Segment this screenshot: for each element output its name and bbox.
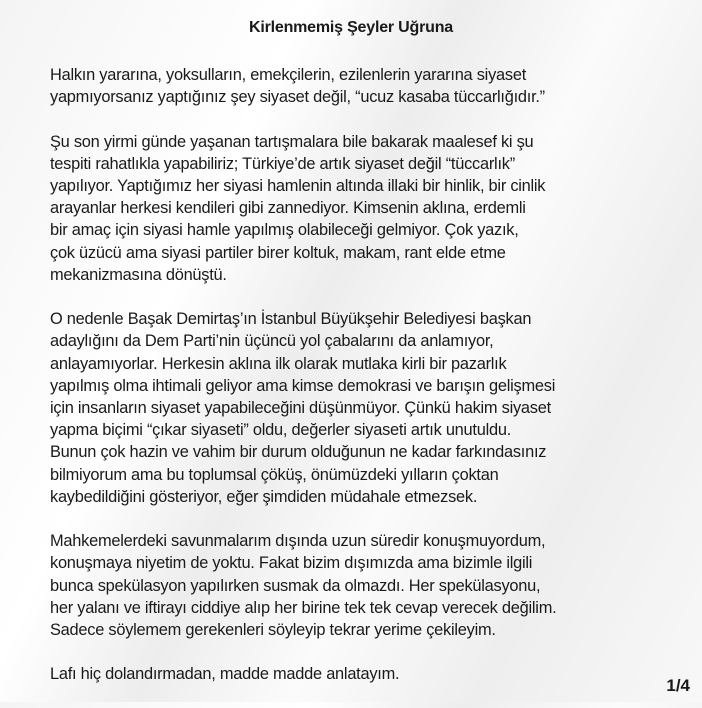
text-line: Bunun çok hazin ve vahim bir durum olduğunun ne kadar farkındasınız [50,443,547,462]
document-body [50,64,556,708]
text-line: adaylığını da Dem Parti’nin üçüncü yol çabalarını da anlamıyor, [50,332,494,351]
text-line: Mahkemelerdeki savunmalarım dışında uzun süredir konuşmuyordum, [50,532,546,551]
text-line: bunca spekülasyon yapılırken susmak da olmazdı. Her spekülasyonu, [50,576,541,595]
text-line: bilmiyorum ama bu toplumsal çöküş, önümüzdeki yılların çoktan [50,465,499,484]
paragraph [50,131,556,286]
paragraph [50,663,556,685]
paragraph [50,530,556,641]
text-line: Lafı hiç dolandırmadan, madde madde anlatayım. [50,665,400,684]
text-line: yapılıyor. Yaptığımız her siyasi hamlenin altında illaki bir hinlik, bir cinlik [50,177,546,195]
text-line: her yalanı ve iftirayı ciddiye alıp her birine tek tek cevap verecek değilim. [50,598,557,617]
text-line: için insanların siyaset yapabileceğini düşünmüyor. Çünkü hakim siyaset [50,399,551,418]
text-line: tespiti rahatlıkla yapabiliriz; Türkiye’de artık siyaset değil “tüccarlık” [50,154,515,173]
page-number: 1/4 [666,676,690,695]
text-line: Sadece söylemem gerekenleri söyleyip tekrar yerime çekileyim. [50,621,496,640]
document-title: Kirlenmemiş Şeyler Uğruna [249,19,453,36]
text-line: Halkın yararına, yoksulların, emekçilerin, ezilenlerin yararına siyaset [50,66,526,84]
text-line: yapmıyorsanız yaptığınız şey siyaset değil, “ucuz kasaba tüccarlığıdır.” [50,88,545,107]
text-line: anlayamıyorlar. Herkesin aklına ilk olarak mutlaka kirli bir pazarlık [50,354,507,373]
text-line: Şu son yirmi günde yaşanan tartışmalara bile bakarak maalesef ki şu [50,132,534,151]
text-line: çok üzücü ama siyasi partiler birer koltuk, makam, rant elde etme [50,243,506,262]
paragraph [50,308,556,508]
text-line: arayanlar herkesi kendileri gibi zannediyor. Kimsenin aklına, erdemli [50,199,526,218]
text-line: bir amaç için siyasi hamle yapılmış olabileceği gelmiyor. Çok yazık, [50,221,519,240]
text-line: yapılmış olma ihtimali geliyor ama kimse demokrasi ve barışın gelişmesi [50,376,556,395]
text-line: konuşmaya niyetim de yoktu. Fakat bizim dışımızda ama bizimle ilgili [50,554,533,573]
text-line: yapma biçimi “çıkar siyaseti” oldu, değerler siyaseti artık unutuldu. [50,421,512,440]
paragraph [50,64,556,108]
text-line: kaybedildiğini gösteriyor, eğer şimdiden müdahale etmezsek. [50,487,478,506]
text-line: mekanizmasına dönüştü. [50,265,227,284]
text-line: O nedenle Başak Demirtaş’ın İstanbul Büyükşehir Belediyesi başkan [50,310,532,329]
